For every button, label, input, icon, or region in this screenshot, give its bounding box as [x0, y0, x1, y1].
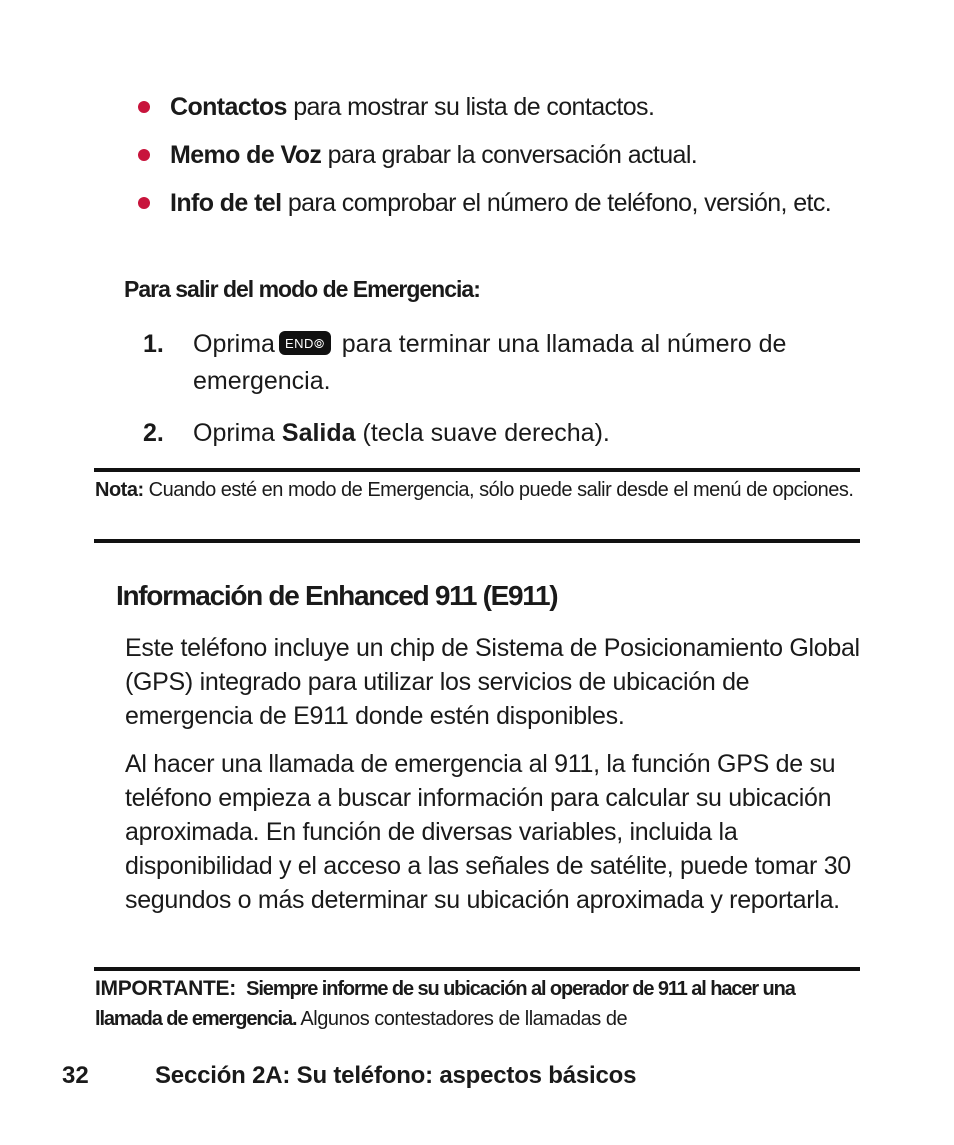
page-number: 32	[62, 1062, 89, 1089]
bullet-icon	[138, 197, 150, 209]
important-box	[95, 974, 865, 1034]
step-number: 2.	[143, 419, 164, 447]
important-label: IMPORTANTE:	[95, 977, 236, 1000]
bullet-desc: para grabar la conversación actual.	[321, 141, 698, 169]
exit-mode-heading: Para salir del modo de Emergencia:	[124, 276, 480, 302]
important-text: Algunos contestadores de llamadas de	[296, 1008, 628, 1030]
end-key-icon: END⦾	[279, 331, 331, 355]
step-number: 1.	[143, 330, 164, 358]
important-top-rule	[94, 967, 860, 971]
note-label: Nota:	[95, 479, 144, 501]
section-footer-title: Sección 2A: Su teléfono: aspectos básicos	[155, 1062, 637, 1089]
note-top-rule	[94, 468, 860, 472]
bullet-term: Contactos	[170, 93, 287, 121]
bullet-icon	[138, 149, 150, 161]
step-text: Oprima	[193, 419, 282, 447]
bullet-desc: para mostrar su lista de contactos.	[286, 93, 655, 121]
step-term: Salida	[281, 419, 356, 447]
section-heading: Información de Enhanced 911 (E911)	[116, 580, 558, 611]
paragraph: Este teléfono incluye un chip de Sistema de Posicionamiento Global (GPS) integrado para utilizar los servicios de ubicación de emergencia de E911 donde estén disponibles.	[125, 634, 860, 730]
note-bottom-rule	[94, 539, 860, 543]
note-box	[95, 474, 855, 506]
bullet-desc: para comprobar el número de teléfono, versión, etc.	[281, 189, 832, 217]
step-text: para terminar una llamada al número de emergencia.	[193, 330, 787, 395]
note-text: Cuando esté en modo de Emergencia, sólo puede salir desde el menú de opciones.	[143, 479, 854, 501]
bullet-term: Info de tel	[170, 189, 282, 217]
important-bold-text: Siempre informe de su ubicación al operador de 911 al hacer una llamada de emergencia.	[95, 978, 795, 1030]
step-text: Oprima	[193, 330, 275, 358]
step-text: (tecla suave derecha).	[355, 419, 610, 447]
bullet-term: Memo de Voz	[170, 141, 322, 169]
bullet-icon	[138, 101, 150, 113]
paragraph: Al hacer una llamada de emergencia al 911, la función GPS de su teléfono empieza a buscar información para calcular su ubicación aproximada. En función de diversas variables, incluida la disponibilidad y el acceso a las señales de satélite, puede tomar 30 segundos o más determinar su ubicación aproximada y reportarla.	[125, 750, 851, 914]
